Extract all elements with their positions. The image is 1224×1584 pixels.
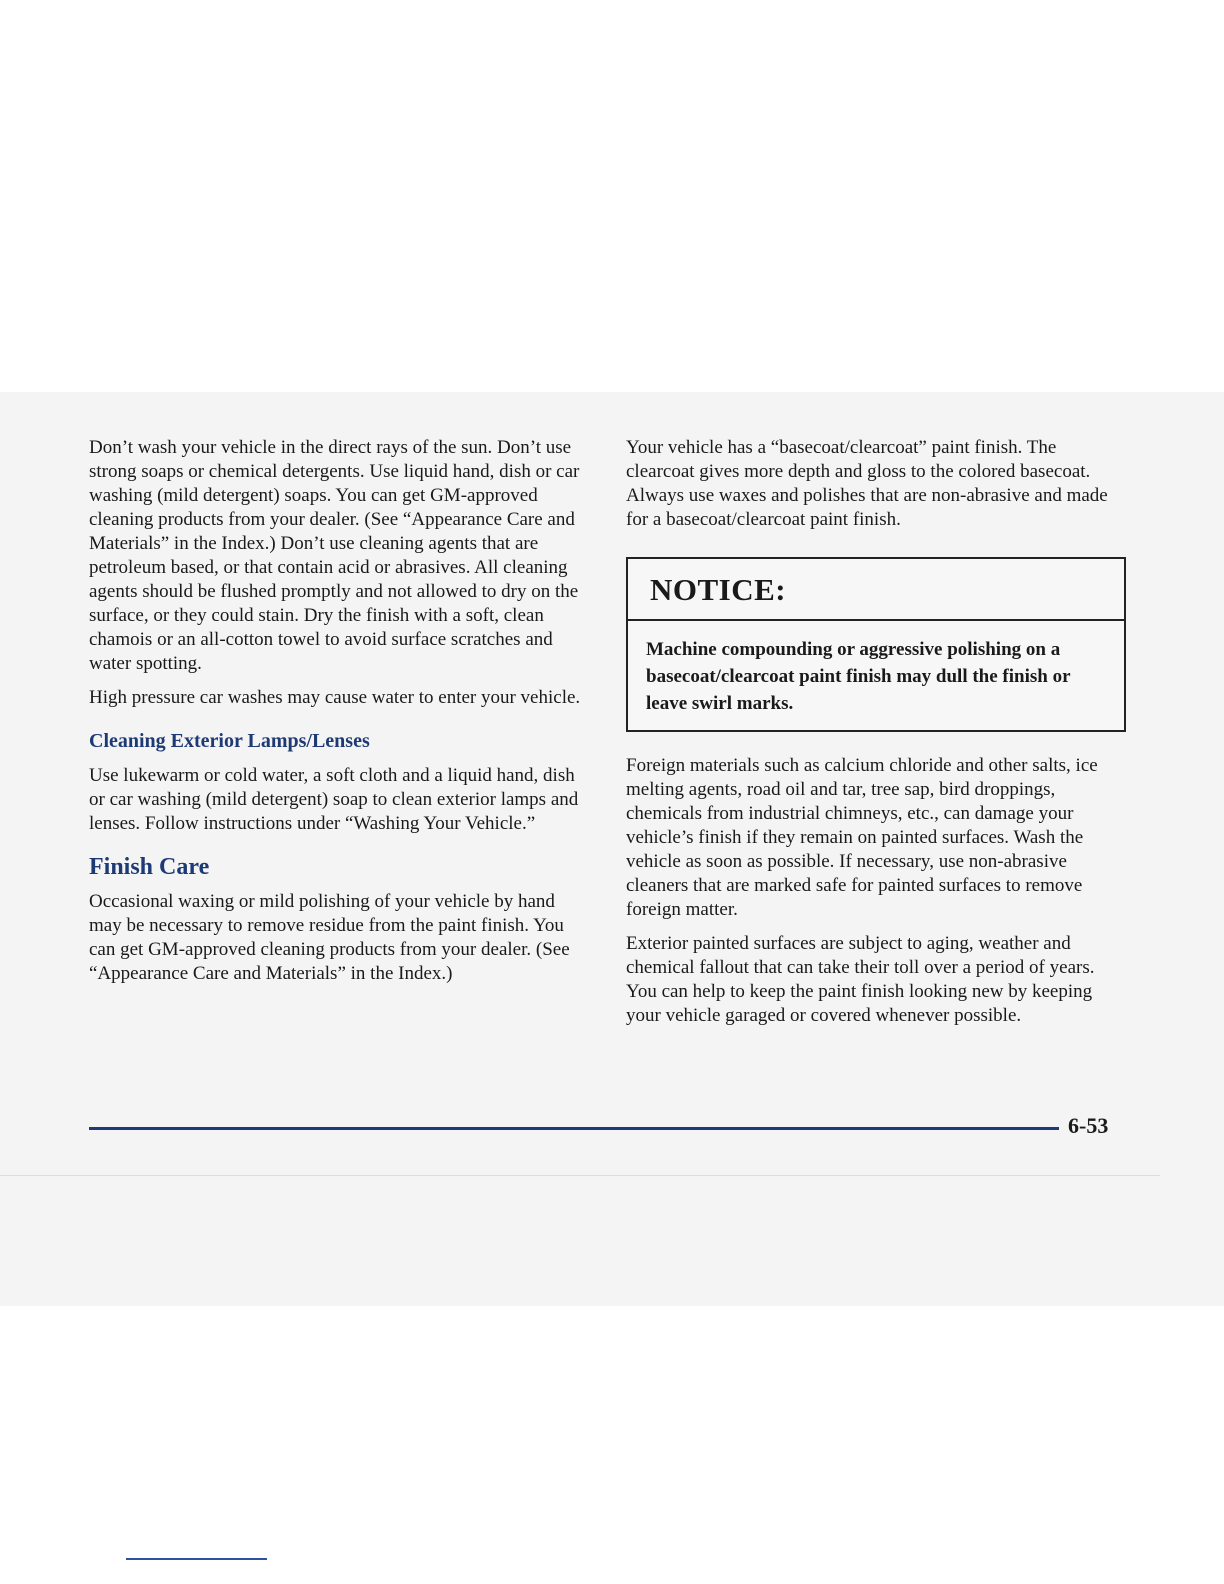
notice-title: NOTICE: — [628, 559, 1124, 621]
finish-care-heading: Finish Care — [89, 854, 210, 880]
footer-rule — [89, 1127, 1059, 1130]
basecoat-paragraph: Your vehicle has a “basecoat/clearcoat” paint finish. The clearcoat gives more depth and gloss to the colored basecoat. Always use waxes and polishes that are non-abrasive and made for a basecoat/clearcoat paint finish. — [626, 437, 1108, 530]
pressure-wash-paragraph: High pressure car washes may cause water to enter your vehicle. — [89, 687, 581, 708]
divider-line — [0, 1175, 1160, 1176]
bottom-accent-line — [126, 1558, 267, 1560]
page-number: 6-53 — [1068, 1113, 1109, 1138]
notice-text: Machine compounding or aggressive polishing on a basecoat/clearcoat paint finish may dull the finish or leave swirl marks. — [646, 639, 1071, 714]
right-column — [626, 436, 1126, 1038]
lamps-heading: Cleaning Exterior Lamps/Lenses — [89, 730, 370, 752]
foreign-materials-paragraph: Foreign materials such as calcium chloride and other salts, ice melting agents, road oil and tar, tree sap, bird droppings, chemicals from industrial chimneys, etc., can damage your vehicle’s finish if they remain on painted surfaces. Wash the vehicle as soon as possible. If necessary, use non-abrasive cleaners that are marked safe for painted surfaces to remove foreign matter. — [626, 755, 1098, 920]
lamps-paragraph: Use lukewarm or cold water, a soft cloth and a liquid hand, dish or car washing (mild detergent) soap to clean exterior lamps and lenses. Follow instructions under “Washing Your Vehicle.” — [89, 765, 579, 834]
notice-box — [626, 557, 1126, 732]
left-column — [89, 436, 589, 996]
aging-paragraph: Exterior painted surfaces are subject to aging, weather and chemical fallout that can take their toll over a period of years. You can help to keep the paint finish looking new by keeping your vehicle garaged or covered whenever possible. — [626, 933, 1095, 1026]
finish-care-paragraph: Occasional waxing or mild polishing of your vehicle by hand may be necessary to remove residue from the paint finish. You can get GM-approved cleaning products from your dealer. (See “Appearance Care and Materials” in the Index.) — [89, 891, 570, 984]
intro-paragraph: Don’t wash your vehicle in the direct rays of the sun. Don’t use strong soaps or chemical detergents. Use liquid hand, dish or car washing (mild detergent) soaps. You can get GM-approved cleaning products from your dealer. (See “Appearance Care and Materials” in the Index.) Don’t use cleaning agents that are petroleum based, or that contain acid or abrasives. All cleaning agents should be flushed promptly and not allowed to dry on the surface, or they could stain. Dry the finish with a soft, clean chamois or an all-cotton towel to avoid surface scratches and water spotting. — [89, 437, 580, 674]
